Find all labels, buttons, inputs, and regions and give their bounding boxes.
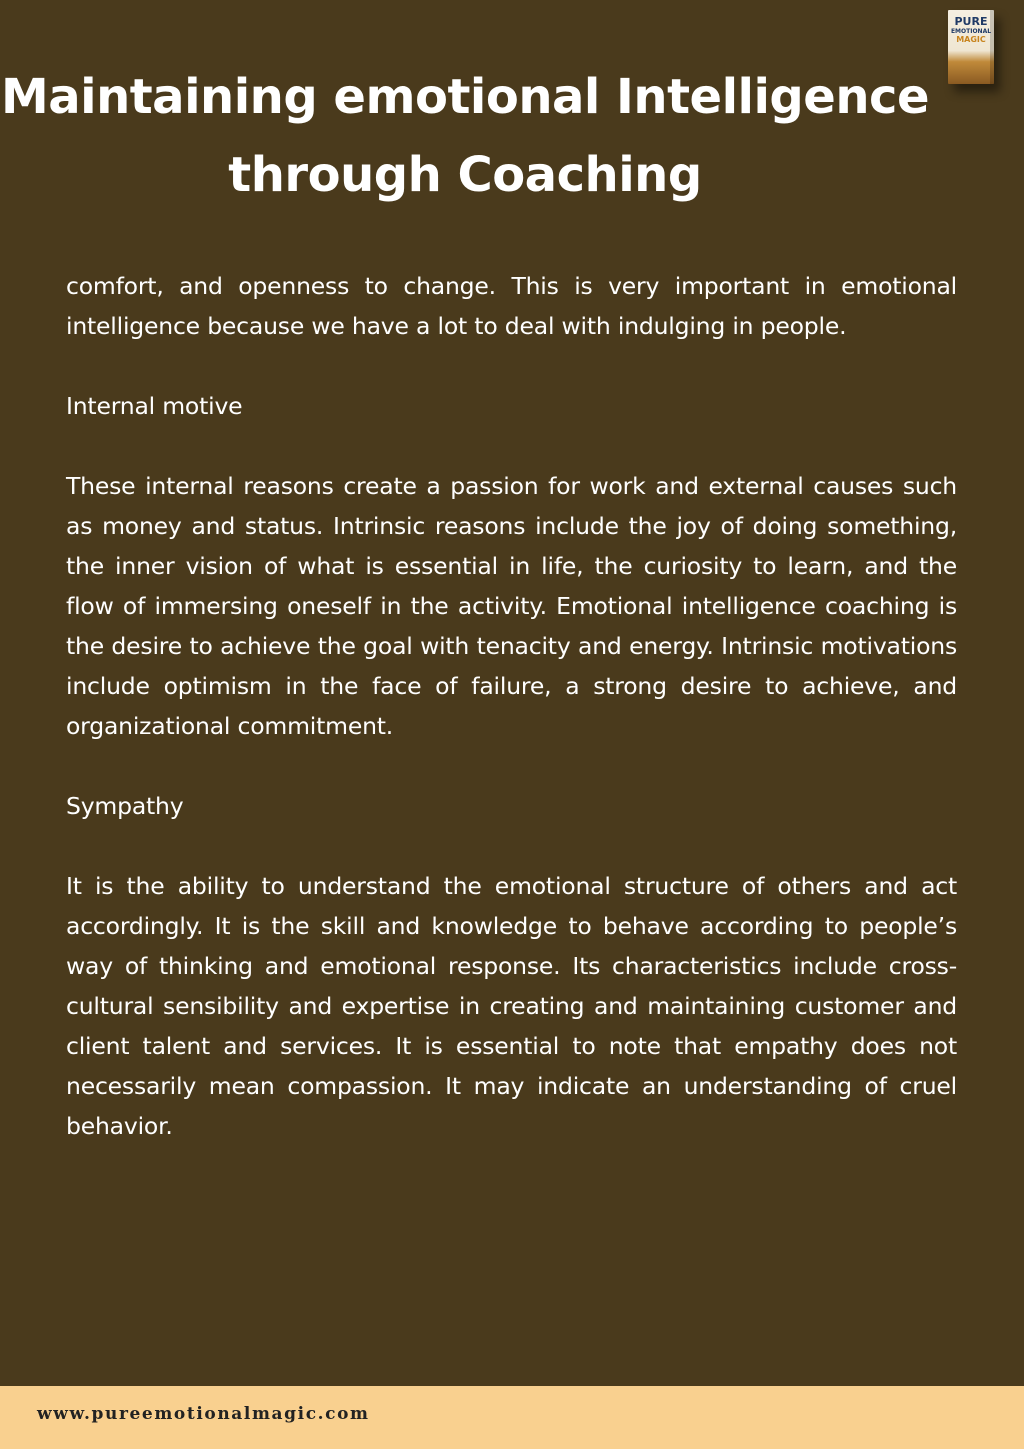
footer-band [0, 1386, 1024, 1449]
paragraph-intro: comfort, and openness to change. This is very important in emotional intelligence because we have a lot to deal with indulging in people. [66, 272, 957, 340]
title-line-2: through Coaching [228, 147, 702, 203]
section-heading-sympathy: Sympathy [66, 792, 184, 820]
title-line-1: Maintaining emotional Intelligence [0, 69, 930, 125]
page-title [0, 58, 930, 214]
book-cover-image [948, 10, 994, 84]
footer-url: www.pureemotionalmagic.com [37, 1404, 370, 1424]
book-title-word-2: EMOTIONAL [950, 28, 992, 35]
paragraph-internal-motive: These internal reasons create a passion for work and external causes such as money and status. Intrinsic reasons include the joy of doing something, the inner vision of what is essential in life, the curiosity to learn, and the flow of immersing oneself in the activity. Emotional intelligence coaching is the desire to achieve the goal with tenacity and energy. Intrinsic motivations include optimism in the face of failure, a strong desire to achieve, and organizational commitment. [66, 472, 957, 740]
book-title-word-3: MAGIC [956, 35, 986, 44]
paragraph-sympathy: It is the ability to understand the emotional structure of others and act accordingly. It is the skill and knowledge to behave according to people’s way of thinking and emotional response. Its characteristics include cross-cultural sensibility and expertise in creating and maintaining customer and client talent and services. It is essential to note that empathy does not necessarily mean compassion. It may indicate an understanding of cruel behavior. [66, 872, 957, 1140]
book-title-word-1: PURE [954, 15, 988, 28]
body-content [66, 266, 957, 1186]
section-heading-internal-motive: Internal motive [66, 392, 243, 420]
